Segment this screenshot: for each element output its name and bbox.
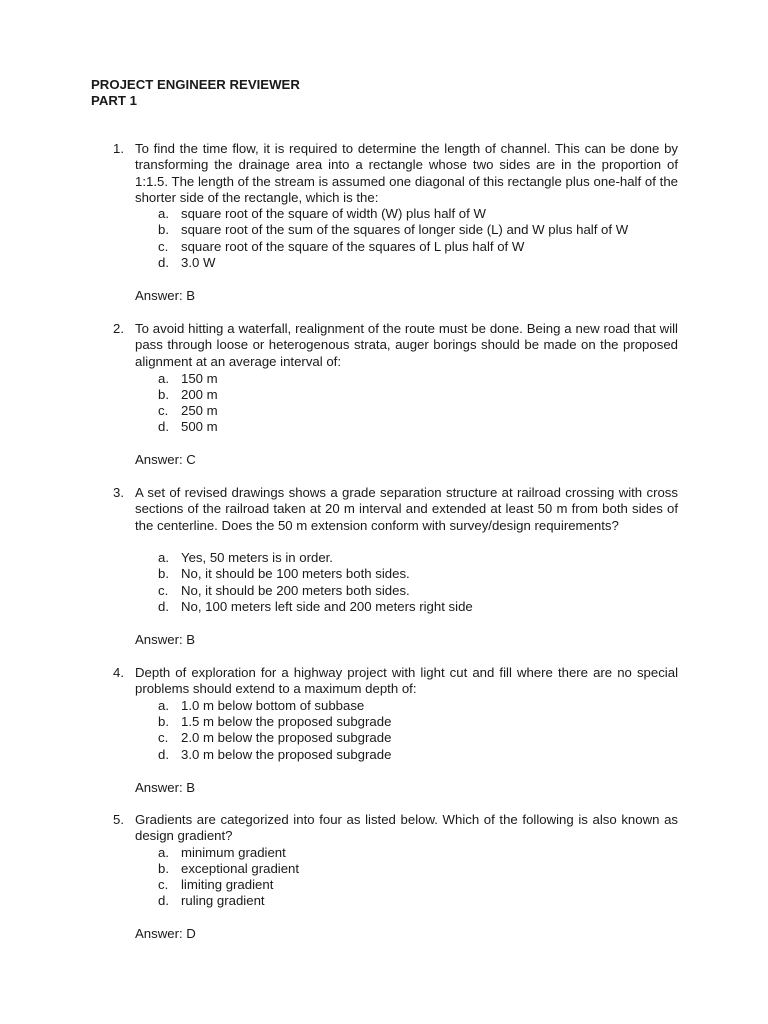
option-text: 2.0 m below the proposed subgrade [181, 730, 392, 745]
option-text: 200 m [181, 387, 218, 402]
option-text: 1.0 m below bottom of subbase [181, 698, 365, 713]
option-text: square root of the sum of the squares of longer side (L) and W plus half of W [181, 222, 629, 237]
option-letter: c. [158, 239, 169, 254]
option-text: minimum gradient [181, 845, 286, 860]
option-text: 150 m [181, 371, 218, 386]
option-text: square root of the square of width (W) plus half of W [181, 206, 486, 221]
option-text: 3.0 W [181, 255, 216, 270]
answer-text: Answer: B [135, 288, 196, 303]
answer-text: Answer: D [135, 926, 196, 941]
option-letter: a. [158, 206, 169, 221]
question-number: 5. [113, 812, 124, 827]
option-letter: a. [158, 371, 169, 386]
question-text: Depth of exploration for a highway project with light cut and fill where there are no special problems should extend to a maximum depth of: [135, 665, 678, 697]
option-text: No, it should be 100 meters both sides. [181, 566, 410, 581]
option-text: No, it should be 200 meters both sides. [181, 583, 410, 598]
answer-text: Answer: B [135, 780, 196, 795]
option-letter: a. [158, 550, 169, 565]
answer-text: Answer: B [135, 632, 196, 647]
question-text: Gradients are categorized into four as listed below. Which of the following is also known as design gradient? [135, 812, 678, 844]
option-letter: b. [158, 714, 169, 729]
option-text: 250 m [181, 403, 218, 418]
option-text: ruling gradient [181, 893, 265, 908]
option-text: No, 100 meters left side and 200 meters right side [181, 599, 473, 614]
option-letter: a. [158, 698, 169, 713]
option-letter: b. [158, 861, 169, 876]
question-text: A set of revised drawings shows a grade separation structure at railroad crossing with cross sections of the railroad taken at 20 m interval and extended at least 50 m from both sides of the centerline. Does the 50 m extension conform with survey/design requirements? [135, 485, 678, 533]
option-text: exceptional gradient [181, 861, 300, 876]
option-letter: c. [158, 877, 169, 892]
option-text: limiting gradient [181, 877, 274, 892]
part-label: PART 1 [91, 93, 137, 108]
option-letter: c. [158, 730, 169, 745]
option-text: Yes, 50 meters is in order. [181, 550, 333, 565]
answer-text: Answer: C [135, 452, 196, 467]
option-text: 1.5 m below the proposed subgrade [181, 714, 392, 729]
option-text: 3.0 m below the proposed subgrade [181, 747, 392, 762]
option-letter: b. [158, 222, 169, 237]
option-letter: b. [158, 387, 169, 402]
question-text: To avoid hitting a waterfall, realignment of the route must be done. Being a new road that will pass through loose or heterogenous strata, auger borings should be made on the proposed alignment at an average interval of: [135, 321, 678, 369]
option-text: 500 m [181, 419, 218, 434]
option-letter: d. [158, 255, 169, 270]
option-letter: a. [158, 845, 169, 860]
question-number: 3. [113, 485, 124, 500]
option-letter: b. [158, 566, 169, 581]
question-number: 2. [113, 321, 124, 336]
option-letter: d. [158, 419, 169, 434]
option-letter: d. [158, 893, 169, 908]
question-number: 4. [113, 665, 124, 680]
option-letter: d. [158, 747, 169, 762]
option-letter: d. [158, 599, 169, 614]
question-number: 1. [113, 141, 124, 156]
option-letter: c. [158, 403, 169, 418]
option-text: square root of the square of the squares of L plus half of W [181, 239, 525, 254]
reviewer-title: PROJECT ENGINEER REVIEWER [91, 77, 300, 92]
document-title [91, 77, 300, 109]
question-text: To find the time flow, it is required to determine the length of channel. This can be done by transforming the drainage area into a rectangle whose two sides are in the proportion of 1:1.5. The length of the stream is assumed one diagonal of this rectangle plus one-half of the shorter side of the rectangle, which is the: [135, 141, 678, 205]
option-letter: c. [158, 583, 169, 598]
